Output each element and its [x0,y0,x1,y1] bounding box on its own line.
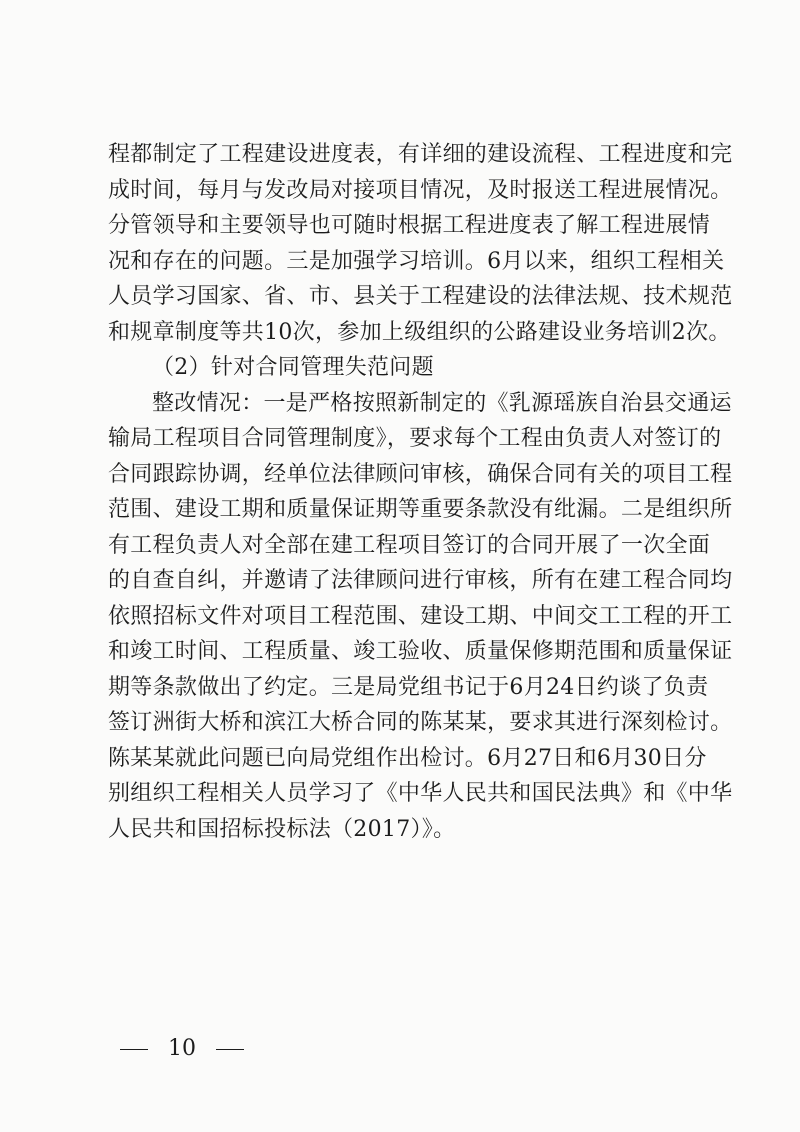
body-line: 和竣工时间、工程质量、竣工验收、质量保修期范围和质量保证 [108,639,733,664]
body-line: 整改情况：一是严格按照新制定的《乳源瑶族自治县交通运 [152,390,732,416]
body-line: 陈某某就此问题已向局党组作出检讨。6月27日和6月30日分 [108,745,707,771]
document-body [108,137,733,847]
footer-dash-left [120,1049,148,1050]
body-line: 和规章制度等共10次，参加上级组织的公路建设业务培训2次。 [108,319,731,345]
footer-dash-right [216,1049,244,1050]
body-line: 分管领导和主要领导也可随时根据工程进度表了解工程进展情 [108,213,711,238]
body-line: 人员学习国家、省、市、县关于工程建设的法律法规、技术规范 [108,284,733,309]
body-line: 的自查自纠，并邀请了法律顾问进行审核，所有在建工程合同均 [108,568,733,593]
body-line: 别组织工程相关人员学习了《中华人民共和国民法典》和《中华 [108,781,733,806]
body-line: 人民共和国招标投标法（2017）》。 [108,816,456,842]
body-line: 有工程负责人对全部在建工程项目签订的合同开展了一次全面 [108,532,711,558]
body-line: 况和存在的问题。三是加强学习培训。6月以来，组织工程相关 [108,248,725,274]
section-heading: （2）针对合同管理失范问题 [152,355,434,380]
body-line: 输局工程项目合同管理制度》，要求每个工程由负责人对签订的 [108,426,722,451]
body-line: 成时间，每月与发改局对接项目情况，及时报送工程进展情况。 [108,177,733,203]
body-line: 依照招标文件对项目工程范围、建设工期、中间交工工程的开工 [108,603,733,629]
page-footer [110,1036,254,1061]
body-line: 期等条款做出了约定。三是局党组书记于6月24日约谈了负责 [108,674,709,700]
body-line: 合同跟踪协调，经单位法律顾问审核，确保合同有关的项目工程 [108,461,733,487]
page-number: 10 [168,1036,196,1061]
body-line: 程都制定了工程建设进度表，有详细的建设流程、工程进度和完 [108,142,733,167]
body-line: 签订洲街大桥和滨江大桥合同的陈某某，要求其进行深刻检讨。 [108,710,733,735]
body-line: 范围、建设工期和质量保证期等重要条款没有纰漏。二是组织所 [108,497,733,522]
